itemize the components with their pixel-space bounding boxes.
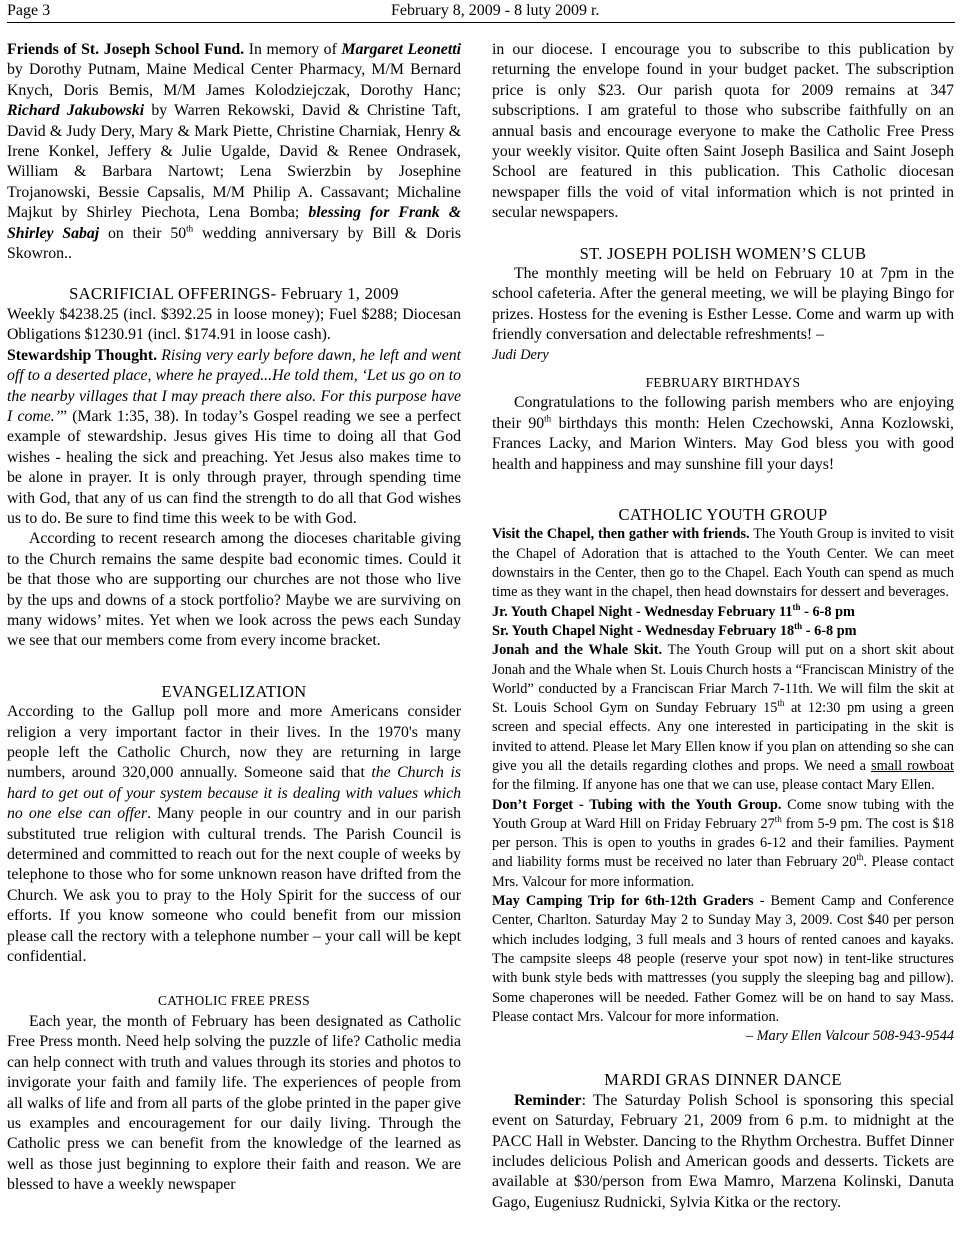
friends-fund-paragraph: Friends of St. Joseph School Fund. In memory of Margaret Leonetti by Dorothy Putnam, Maine Medical Center Pharmacy, M/M Bernard Knych, Doris Bemis, M/M James Kolodziejczak, Dorothy Hanc; Richard Jakubowski by Warren Rekowski, David & Christine Taft, David & Judy Dery, Mary & Mark Piette, Christine Charniak, Henry & Irene Konkel, Jeffery & Julie Ugalde, David & Renee Ondrasek, William & Barbara Nartowt; Lena Swierzbin by Josephine Trojanowski, Bessie Capsalis, M/M Philip A. Cassavant; Michaline Majkut by Shirley Piechota, Lena Bomba; blessing for Frank & Shirley Sabaj on their 50th wedding anniversary by Bill & Doris Skowron.. — [7, 41, 461, 263]
issue-date: February 8, 2009 - 8 luty 2009 r. — [391, 2, 600, 19]
right-column — [492, 40, 954, 1213]
free-press-continued: in our diocese. I encourage you to subscribe to this publication by returning the envelope found in your budget packet. The subscription price is only $23. Our parish quota for 2009 remains at 347 subscriptions. I am grateful to those who subscribe faithfully on an annual basis and encourage everyone to make the Catholic Free Press your weekly visitor. Quite often Saint Joseph Basilica and Saint Joseph School are featured in this publication. This Catholic diocesan newspaper fills the void of vital information which is not printed in secular newspapers. — [492, 41, 954, 222]
friends-fund-heading: Friends of St. Joseph School Fund. — [7, 41, 245, 58]
youth-group-signature: – Mary Ellen Valcour 508-943-9544 — [745, 1028, 954, 1045]
camping-trip-paragraph: May Camping Trip for 6th-12th Graders - Bement Camp and Conference Center, Charlton. Saturday May 2 to Sunday May 3, 2009. Cost $40 per person which includes lodging, 3 full meals and 3 hours of rented canoes and kayaks. The campsite sleeps 48 people (reserve your spot now) in tent-like structures with bunk style beds with mattresses (you supply the sleeping bag and pillow). Some chaperones will be needed. Father Gomez will be on hand to say Mass. Please contact Mrs. Valcour for more information. — [492, 893, 954, 1025]
sacrificial-text: Weekly $4238.25 (incl. $392.25 in loose money); Fuel $288; Diocesan Obligations $1230.91 (incl. $174.91 in loose cash). — [7, 305, 461, 344]
tubing-paragraph: Don’t Forget - Tubing with the Youth Group. Come snow tubing with the Youth Group at Ward Hill on Friday February 27th from 5-9 pm. The cost is $18 per person. This is open to youths in grades 6-12 and their families. Payment and liability forms must be received no later than February 20th. Please contact Mrs. Valcour for more information. — [492, 796, 954, 890]
catholic-free-press-paragraph: Each year, the month of February has been designated as Catholic Free Press month. Need help solving the puzzle of life? Catholic media can help connect with truth and values through its stories and photos to invigorate your faith and family life. The experiences of people from all walks of life and from all parts of the globe printed in the paper give us examples and encouragement for our daily living. Through the Catholic press we can benefit from the knowledge of the learned as well as those just beginning to explore their faith and reason. We are blessed to have a weekly newspaper — [7, 1012, 461, 1194]
womens-club-paragraph: The monthly meeting will be held on February 10 at 7pm in the school cafeteria. After the general meeting, we will be playing Bingo for prizes. Hostess for the evening is Esther Lesse. Come and warm up with friendly conversation and delectable refreshments! – — [492, 265, 954, 344]
mardi-gras-paragraph: Reminder: The Saturday Polish School is sponsoring this special event on Saturday, February 21, 2009 from 6 p.m. to midnight at the PACC Hall in Webster. Dancing to the Rhythm Orchestra. Buffet Dinner includes delicious Polish and American goods and desserts. Tickets are available at $30/person from Ewa Mamro, Marzena Kolinski, Danuta Gago, Eugeniusz Rudnicki, Sylvia Kitka or the rectory. — [492, 1091, 954, 1211]
womens-club-heading: ST. JOSEPH POLISH WOMEN’S CLUB — [579, 243, 867, 263]
birthdays-heading: FEBRUARY BIRTHDAYS — [645, 374, 801, 390]
sr-youth-chapel-night: Sr. Youth Chapel Night - Wednesday February 18th - 6-8 pm — [492, 621, 857, 639]
womens-club-signature: Judi Dery — [492, 346, 549, 363]
chapel-visit-paragraph: Visit the Chapel, then gather with friends. The Youth Group is invited to visit the Chapel of Adoration that is attached to the Youth Center. We can meet downstairs in the Center, then go to the Chapel. Each Youth can spend as much time as they want in the chapel, then head downstairs for dessert and beverages. — [492, 526, 954, 601]
left-column — [7, 40, 461, 1196]
mardi-gras-heading: MARDI GRAS DINNER DANCE — [604, 1070, 842, 1090]
sacrificial-heading: SACRIFICIAL OFFERINGS- February 1, 2009 — [69, 284, 399, 304]
jr-youth-chapel-night: Jr. Youth Chapel Night - Wednesday February 11th - 6-8 pm — [492, 601, 855, 620]
evangelization-paragraph: According to the Gallup poll more and more Americans consider religion a very important factor in their lives. In the 1970's many people left the Catholic Church, now they are returning in large numbers, around 320,000 annually. Someone said that the Church is hard to get out of your system because it is dealing with values which no one else can offer. Many people in our country and in our parish substituted true religion with cultural trends. The Parish Council is determined and committed to reach out for the next couple of weeks by telephone to those who for some unknown reason have drifted from the Church. We ask you to pray to the Holy Spirit for the success of our efforts. If you know someone who could benefit from our mission please call the rectory with a telephone number – your call will be kept confidential. — [7, 703, 461, 966]
stewardship-heading: Stewardship Thought. — [7, 346, 158, 364]
stewardship-paragraph: Stewardship Thought. Rising very early before dawn, he left and went off to a deserted place, where he prayed...He told them, ‘Let us go on to the nearby villages that I may preach there also. For this purpose have I come.’” (Mark 1:35, 38). In today’s Gospel reading we see a perfect example of stewardship. Jesus gives His time to doing all that God wishes - healing the sick and preaching. Yet Jesus also makes time to be alone in prayer. It is only through prayer, through spending time with God, that any of us can find the strength to do all that God wishes us to do. Be sure to find time this week to be with God. — [7, 346, 462, 527]
birthdays-paragraph: Congratulations to the following parish members who are enjoying their 90th birthdays this month: Helen Czechowski, Anna Kozlowski, Frances Lacky, and Marion Winters. May God bless you with good health and happiness and may sunshine fill your days! — [492, 394, 954, 473]
giving-paragraph: According to recent research among the dioceses charitable giving to the Church remains the same despite bad economic times. Could it be that those who are supporting our churches are not those who live by the ups and downs of a stock portfolio? Maybe we are surviving on many widows’ mites. Yet when we look across the pews each Sunday we see that our members come from every income bracket. — [7, 530, 461, 650]
youth-group-section — [492, 525, 954, 1046]
page-header — [7, 2, 955, 23]
page-number: Page 3 — [7, 2, 51, 19]
jonah-skit-paragraph: Jonah and the Whale Skit. The Youth Group will put on a short skit about Jonah and the Whale when St. Louis Church hosts a “Franciscan Ministry of the World” conducted by a Franciscan Friar March 7-11th. We will film the skit at St. Louis School Gym on Sunday February 15th at 12:30 pm using a green screen and special effects. Any one interested in participating in the skit is invited to attend. Please let Mary Ellen know if you plan on attending so she can give you all the details regarding clothes and props. We need a small rowboat for the filming. If anyone has one that we can use, please contact Mary Ellen. — [492, 642, 954, 794]
evangelization-heading: EVANGELIZATION — [161, 681, 307, 701]
youth-group-heading: CATHOLIC YOUTH GROUP — [618, 505, 828, 525]
catholic-free-press-heading: CATHOLIC FREE PRESS — [158, 993, 310, 1009]
